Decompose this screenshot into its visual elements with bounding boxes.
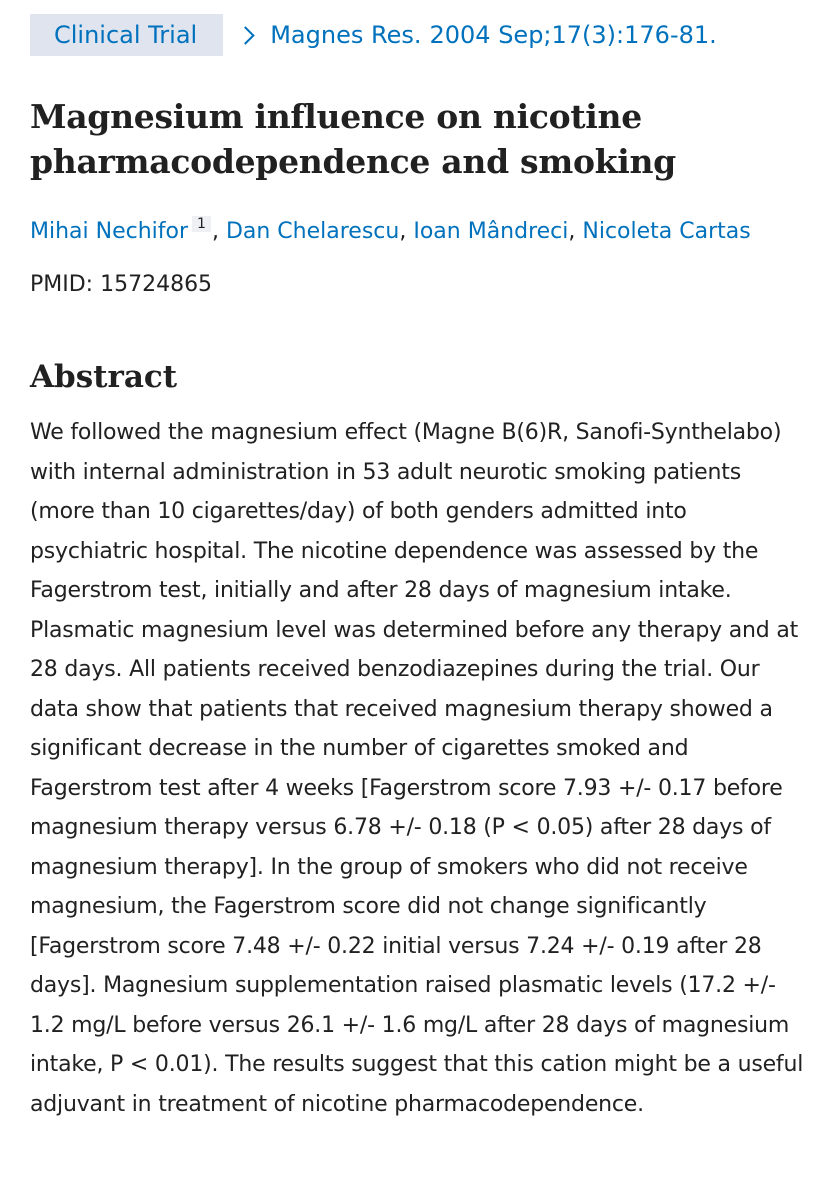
article-meta-row	[30, 14, 820, 56]
author-link[interactable]: Mihai Nechifor	[30, 219, 189, 244]
citation-details: 2004 Sep;17(3):176-81.	[429, 21, 717, 49]
journal-citation-link[interactable]	[237, 21, 717, 49]
abstract-text: We followed the magnesium effect (Magne B(6)R, Sanofi-Synthelabo) with internal administration in 53 adult neurotic smoking patients (more than 10 cigarettes/day) of both genders admitted into psychiatric hospital. The nicotine dependence was assessed by the Fagerstrom test, initially and after 28 days of magnesium intake. Plasmatic magnesium level was determined before any therapy and at 28 days. All patients received benzodiazepines during the trial. Our data show that patients that received magnesium therapy showed a significant decrease in the number of cigarettes smoked and Fagerstrom test after 4 weeks [Fagerstrom score 7.93 +/- 0.17 before magnesium therapy versus 6.78 +/- 0.18 (P < 0.05) after 28 days of magnesium therapy]. In the group of smokers who did not receive magnesium, the Fagerstrom score did not change significantly [Fagerstrom score 7.48 +/- 0.22 initial versus 7.24 +/- 0.19 after 28 days]. Magnesium supplementation raised plasmatic levels (17.2 +/- 1.2 mg/L before versus 26.1 +/- 1.6 mg/L after 28 days of magnesium intake, P < 0.01). The results suggest that this cation might be a useful adjuvant in treatment of nicotine pharmacodependence.	[30, 420, 804, 1117]
abstract-heading: Abstract	[30, 359, 178, 395]
author-list	[30, 216, 820, 248]
journal-name[interactable]: Magnes Res.	[270, 21, 422, 49]
affiliation-marker[interactable]: 1	[192, 216, 211, 232]
article-page	[30, 14, 820, 1124]
chevron-right-icon	[237, 26, 255, 44]
author-link[interactable]: Dan Chelarescu	[225, 219, 400, 244]
pmid: PMID: 15724865	[30, 272, 213, 297]
author-separator: ,	[568, 219, 583, 244]
publication-type-badge[interactable]: Clinical Trial	[30, 14, 223, 56]
author-separator: ,	[211, 219, 226, 244]
author-separator: ,	[399, 219, 414, 244]
author-link[interactable]: Ioan Mândreci	[413, 219, 569, 244]
article-title: Magnesium influence on nicotine pharmacodependence and smoking	[30, 97, 676, 181]
author-link[interactable]: Nicoleta Cartas	[582, 219, 751, 244]
